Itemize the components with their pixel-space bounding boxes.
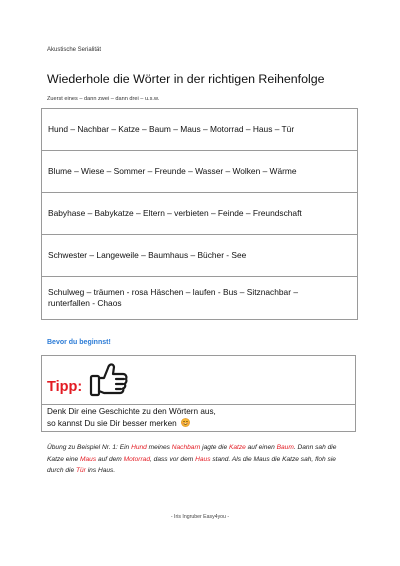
word-row-text-continued: runterfallen - Chaos xyxy=(48,298,122,308)
example-text: meines xyxy=(146,444,172,451)
subtitle: Zuerst eines – dann zwei – dann drei – u.s.w. xyxy=(47,96,160,102)
example-text: , dass vor dem xyxy=(150,455,196,463)
highlighted-word: Haus xyxy=(195,455,211,463)
tip-header xyxy=(42,356,355,405)
before-heading: Bevor du beginnst! xyxy=(47,339,111,346)
tip-box xyxy=(41,355,356,432)
word-row xyxy=(42,193,357,235)
word-row-text: Schulweg – träumen - rosa Häschen – laufen - Bus – Sitznachbar – xyxy=(48,286,298,297)
example-text: auf dem xyxy=(96,455,124,463)
example-text: Übung zu Beispiel Nr. 1: Ein xyxy=(47,444,132,451)
word-row xyxy=(42,235,357,277)
example-text: stand. Als die Maus die Katze sah, floh sie durch die xyxy=(47,455,336,475)
highlighted-word: Baum xyxy=(276,444,294,451)
example-text: ins Haus. xyxy=(85,467,116,475)
highlighted-word: Tür xyxy=(75,467,86,475)
example-text: . Dann sah die Katze eine xyxy=(47,444,337,463)
footer: - Iris Ingruber Easy4you - xyxy=(170,514,230,520)
word-row xyxy=(42,109,357,151)
word-list-table xyxy=(41,108,358,320)
word-row-text: Blume – Wiese – Sommer – Freunde – Wasser – Wolken – Wärme xyxy=(48,165,297,176)
tip-text-line xyxy=(47,418,216,430)
tip-text-line2: so kannst Du sie Dir besser merken xyxy=(47,419,177,428)
highlighted-word: Maus xyxy=(80,455,97,463)
highlighted-word: Nachbarn xyxy=(171,444,201,451)
word-row-text: Schwester – Langeweile – Baumhaus – Bücher - See xyxy=(48,249,247,260)
page-title: Wiederhole die Wörter in der richtigen Reihenfolge xyxy=(47,72,325,86)
highlighted-word: Hund xyxy=(131,444,147,451)
header-label: Akustische Serialität xyxy=(47,47,102,53)
smiley-icon xyxy=(181,418,190,427)
highlighted-word: Katze xyxy=(228,444,246,451)
thumbs-up-icon xyxy=(89,360,129,398)
example-text: jagte die xyxy=(200,444,229,451)
word-row xyxy=(42,151,357,193)
highlighted-word: Motorrad xyxy=(123,455,151,463)
word-row-text: Hund – Nachbar – Katze – Baum – Maus – Motorrad – Haus – Tür xyxy=(48,123,295,134)
word-row-text: Babyhase – Babykatze – Eltern – verbieten – Feinde – Freundschaft xyxy=(48,207,302,218)
tip-text xyxy=(47,406,216,430)
tip-text-line: Denk Dir eine Geschichte zu den Wörtern aus, xyxy=(47,407,216,416)
example-text: auf einen xyxy=(245,444,277,451)
example-story xyxy=(47,442,353,477)
word-row xyxy=(42,277,357,320)
tip-label: Tipp: xyxy=(47,379,83,395)
